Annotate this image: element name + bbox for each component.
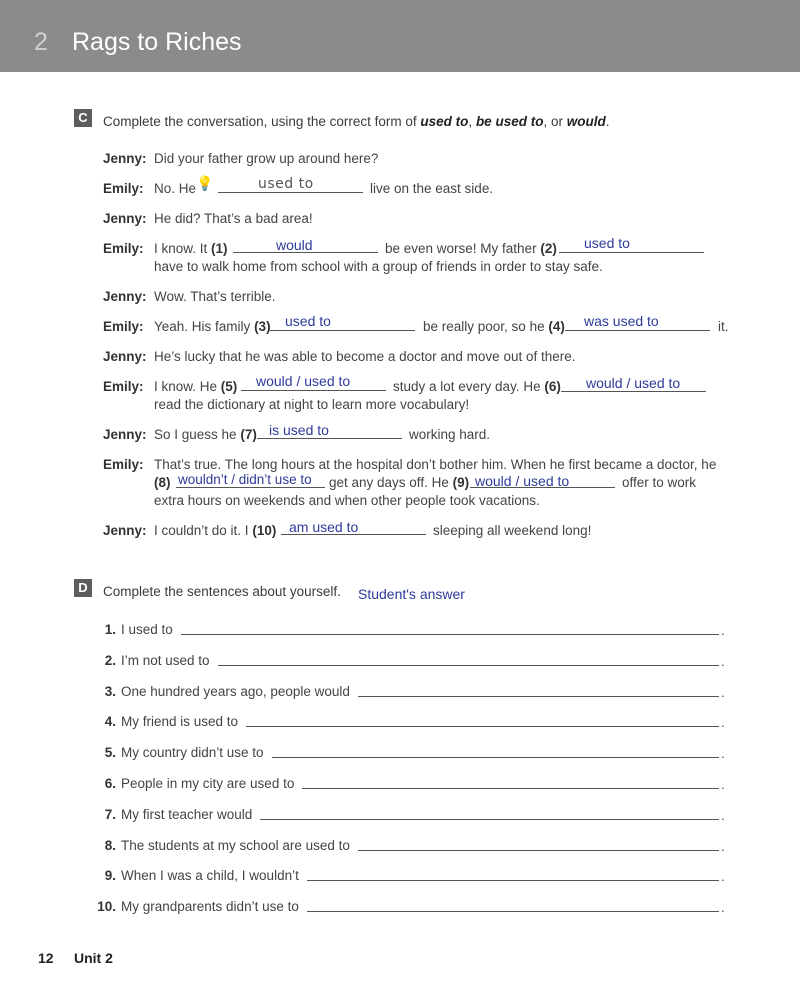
dialogue-text: offer to work <box>622 475 697 490</box>
dialogue-text: So I guess he (7) <box>154 427 257 442</box>
unit-number: 2 <box>34 28 48 56</box>
sentence-period: . <box>721 777 725 792</box>
answer-line[interactable] <box>307 910 719 912</box>
dialogue-text: No. He <box>154 181 197 196</box>
sentence-period: . <box>721 623 725 638</box>
item-number: 10. <box>97 899 116 915</box>
dialogue-text: study a lot every day. He (6) <box>393 379 561 394</box>
speaker-label: Emily: <box>103 241 144 256</box>
sentence-period: . <box>721 838 725 854</box>
sentence-prompt: One hundred years ago, people would <box>121 683 350 699</box>
speaker-label: Jenny: <box>103 211 147 226</box>
dialogue-text: Yeah. His family (3) <box>154 319 271 334</box>
sentence-period: . <box>721 684 725 700</box>
sentence-period: . <box>721 869 725 885</box>
sentence-period: . <box>721 807 725 823</box>
speaker-label: Emily: <box>103 181 144 196</box>
dialogue-text: sleeping all weekend long! <box>433 523 592 538</box>
sentence-period: . <box>721 746 725 762</box>
sentence-period: . <box>721 653 725 669</box>
sentence-prompt: My grandparents didn’t use to <box>121 899 299 915</box>
section-d-badge: D <box>74 579 92 597</box>
speaker-label: Emily: <box>103 457 144 472</box>
dialogue-text: read the dictionary at night to learn more vocabulary! <box>154 397 470 412</box>
dialogue-text: Did your father grow up around here? <box>154 151 379 166</box>
answer-line[interactable] <box>358 695 719 697</box>
sentence-period: . <box>721 715 725 731</box>
answer-line[interactable] <box>246 725 719 727</box>
answer-line[interactable] <box>302 787 719 789</box>
dialogue-text: extra hours on weekends and when other people took vacations. <box>154 493 540 508</box>
item-number: (8) <box>154 475 171 490</box>
sentence-prompt: My first teacher would <box>121 806 253 822</box>
speaker-label: Emily: <box>103 319 144 334</box>
dialogue-text: He’s lucky that he was able to become a doctor and move out of there. <box>154 349 576 364</box>
answer-3: used to <box>285 313 331 329</box>
lightbulb-icon: 💡 <box>196 175 214 191</box>
answer-6: would / used to <box>586 375 681 391</box>
page-header <box>0 0 800 72</box>
answer-blank-2[interactable] <box>559 235 704 253</box>
section-d-instruction: Complete the sentences about yourself. <box>103 584 341 599</box>
dialogue-text: live on the east side. <box>370 181 494 196</box>
item-number: 5. <box>104 745 116 761</box>
dialogue-text: it. <box>718 319 729 334</box>
answer-2: used to <box>584 235 630 251</box>
student-answer-note: Student's answer <box>358 586 465 602</box>
answer-7: is used to <box>269 422 329 438</box>
answer-8: wouldn’t / didn’t use to <box>178 472 312 487</box>
dialogue-text: He did? That’s a bad area! <box>154 211 313 226</box>
example-answer: used to <box>258 176 314 192</box>
answer-line[interactable] <box>181 633 719 635</box>
dialogue-text: be even worse! My father (2) <box>385 241 557 256</box>
item-number: 9. <box>104 868 116 884</box>
answer-line[interactable] <box>260 818 719 820</box>
dialogue-text: have to walk home from school with a group of friends in order to stay safe. <box>154 259 603 274</box>
sentence-prompt: The students at my school are used to <box>121 837 350 853</box>
dialogue-text: I know. He (5) <box>154 379 238 394</box>
dialogue-text: I couldn’t do it. I (10) <box>154 523 277 538</box>
section-c-badge: C <box>74 109 92 127</box>
answer-line[interactable] <box>272 756 719 758</box>
speaker-label: Jenny: <box>103 289 147 304</box>
dialogue-text: That’s true. The long hours at the hospital don’t bother him. When he first became a doctor, he <box>154 457 717 472</box>
item-number: 3. <box>104 683 116 699</box>
sentence-prompt: When I was a child, I wouldn’t <box>121 868 299 884</box>
item-number: 6. <box>104 776 116 791</box>
item-number: 2. <box>104 652 116 668</box>
speaker-label: Emily: <box>103 379 144 394</box>
answer-4: was used to <box>584 313 659 329</box>
answer-9: would / used to <box>475 473 570 489</box>
answer-line[interactable] <box>358 849 719 851</box>
unit-title: Rags to Riches <box>72 28 242 56</box>
speaker-label: Jenny: <box>103 349 147 364</box>
sentence-prompt: People in my city are used to <box>121 776 295 791</box>
answer-1: would <box>276 237 313 253</box>
sentence-period: . <box>721 900 725 916</box>
sentence-prompt: I used to <box>121 622 173 637</box>
dialogue-text: I know. It (1) <box>154 241 228 256</box>
speaker-label: Jenny: <box>103 427 147 442</box>
dialogue-text: be really poor, so he (4) <box>423 319 565 334</box>
sentence-prompt: My friend is used to <box>121 714 239 730</box>
answer-10: am used to <box>289 519 359 535</box>
answer-5: would / used to <box>256 373 351 389</box>
footer-unit-label: Unit 2 <box>74 950 113 966</box>
dialogue-text: working hard. <box>409 427 491 442</box>
answer-line[interactable] <box>218 664 719 666</box>
item-number: 7. <box>104 806 116 822</box>
sentence-prompt: I’m not used to <box>121 652 210 668</box>
speaker-label: Jenny: <box>103 523 147 538</box>
item-number: 1. <box>104 622 116 637</box>
item-number: 8. <box>104 837 116 853</box>
page-number: 12 <box>38 950 54 966</box>
answer-line[interactable] <box>307 879 719 881</box>
sentence-prompt: My country didn’t use to <box>121 745 264 761</box>
speaker-label: Jenny: <box>103 151 147 166</box>
dialogue-text: Wow. That’s terrible. <box>154 289 276 304</box>
item-number: 4. <box>104 714 116 730</box>
dialogue-text: get any days off. He (9) <box>329 475 470 490</box>
section-c-instruction: Complete the conversation, using the correct form of used to, be used to, or would. <box>103 114 610 129</box>
